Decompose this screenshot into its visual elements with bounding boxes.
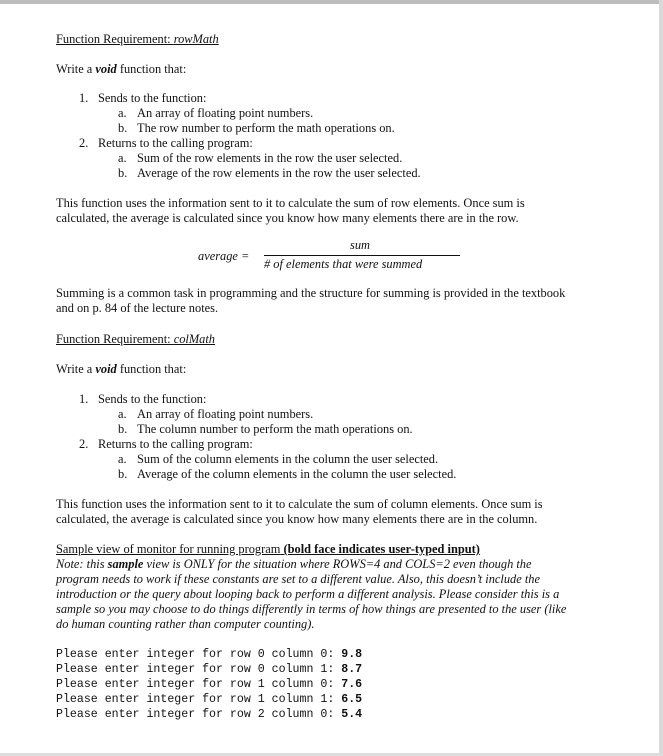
heading-prefix: Function Requirement:	[56, 332, 174, 346]
list-letter: b.	[118, 166, 128, 180]
list-subitem: An array of floating point numbers.	[137, 106, 314, 120]
function-name: colMath	[173, 332, 215, 346]
note-text: program needs to work if these constants are set to a different value. Also, this doesn’t include the	[56, 572, 540, 586]
console-input: 5.4	[341, 708, 363, 721]
console-input: 8.7	[341, 663, 363, 676]
sample-heading-bold: (bold face indicates user-typed input)	[283, 542, 480, 556]
sample-note-line	[56, 617, 314, 632]
console-prompt: Please enter integer for row 1 column 1:	[56, 693, 342, 706]
intro-text: Write a	[56, 362, 96, 376]
paragraph-line: calculated, the average is calculated since you know how many elements there are in the row.	[56, 211, 519, 225]
console-input: 9.8	[341, 648, 363, 661]
rowmath-heading	[56, 32, 219, 47]
sample-note-line	[56, 587, 559, 602]
list-letter: b.	[118, 467, 128, 481]
sample-note-line	[56, 602, 566, 617]
paragraph-line: and on p. 84 of the lecture notes.	[56, 301, 219, 315]
sample-note-line	[56, 572, 540, 587]
function-name: rowMath	[173, 32, 219, 46]
list-item: Sends to the function:	[98, 91, 207, 105]
list-number: 2.	[79, 437, 89, 451]
note-text: do human counting rather than computer counting).	[56, 617, 315, 631]
list-letter: b.	[118, 422, 128, 436]
list-subitem: An array of floating point numbers.	[137, 407, 314, 421]
list-item: Sends to the function:	[98, 392, 207, 406]
paragraph-line: Summing is a common task in programming and the structure for summing is provided in the textbook	[56, 286, 566, 300]
list-letter: a.	[118, 407, 127, 421]
list-subitem: The row number to perform the math operations on.	[137, 121, 395, 135]
list-subitem: Sum of the row elements in the row the user selected.	[137, 151, 403, 165]
sample-heading-text: Sample view of monitor for running program	[56, 542, 281, 556]
console-line	[56, 677, 362, 692]
list-letter: a.	[118, 151, 127, 165]
formula-numerator: sum	[350, 238, 370, 252]
formula-denominator: # of elements that were summed	[264, 257, 423, 271]
paragraph-line: This function uses the information sent to it to calculate the sum of row elements. Once sum is	[56, 196, 525, 210]
list-item: Returns to the calling program:	[98, 136, 253, 150]
list-subitem: The column number to perform the math operations on.	[137, 422, 413, 436]
paragraph-line: This function uses the information sent to it to calculate the sum of column elements. Once sum is	[56, 497, 543, 511]
rowmath-intro	[56, 62, 186, 77]
console-prompt: Please enter integer for row 0 column 1:	[56, 663, 342, 676]
sample-note-line	[56, 557, 532, 572]
colmath-intro	[56, 362, 186, 377]
console-line	[56, 692, 362, 707]
console-line	[56, 662, 362, 677]
console-line	[56, 647, 362, 662]
console-prompt: Please enter integer for row 2 column 0:	[56, 708, 342, 721]
intro-text: function that:	[116, 62, 187, 76]
list-letter: b.	[118, 121, 128, 135]
heading-prefix: Function Requirement:	[56, 32, 174, 46]
note-text: introduction or the query about looping back to perform a different analysis. Please consider this is a	[56, 587, 560, 601]
console-input: 7.6	[341, 678, 363, 691]
void-keyword: void	[95, 362, 117, 376]
list-subitem: Average of the row elements in the row the user selected.	[137, 166, 421, 180]
list-subitem: Average of the column elements in the column the user selected.	[137, 467, 457, 481]
void-keyword: void	[95, 62, 117, 76]
fraction-bar	[264, 255, 460, 256]
sample-heading	[56, 542, 480, 557]
list-number: 1.	[79, 392, 89, 406]
note-bold: sample	[107, 557, 144, 571]
console-prompt: Please enter integer for row 1 column 0:	[56, 678, 342, 691]
console-line	[56, 707, 362, 722]
paragraph-line: calculated, the average is calculated since you know how many elements there are in the column.	[56, 512, 538, 526]
intro-text: Write a	[56, 62, 96, 76]
console-prompt: Please enter integer for row 0 column 0:	[56, 648, 342, 661]
list-subitem: Sum of the column elements in the column the user selected.	[137, 452, 439, 466]
note-text: view is ONLY for the situation where ROWS=4 and COLS=2 even though the	[143, 557, 532, 571]
list-letter: a.	[118, 452, 127, 466]
note-text: sample so you may choose to do things differently in terms of how things are presented to the user (like	[56, 602, 567, 616]
intro-text: function that:	[116, 362, 187, 376]
top-border	[0, 0, 663, 4]
formula-lhs: average =	[198, 249, 250, 263]
list-number: 2.	[79, 136, 89, 150]
list-number: 1.	[79, 91, 89, 105]
average-formula	[198, 238, 462, 274]
console-input: 6.5	[341, 693, 363, 706]
colmath-heading	[56, 332, 215, 347]
list-item: Returns to the calling program:	[98, 437, 253, 451]
note-text: Note: this	[56, 557, 108, 571]
list-letter: a.	[118, 106, 127, 120]
right-border	[659, 0, 663, 756]
